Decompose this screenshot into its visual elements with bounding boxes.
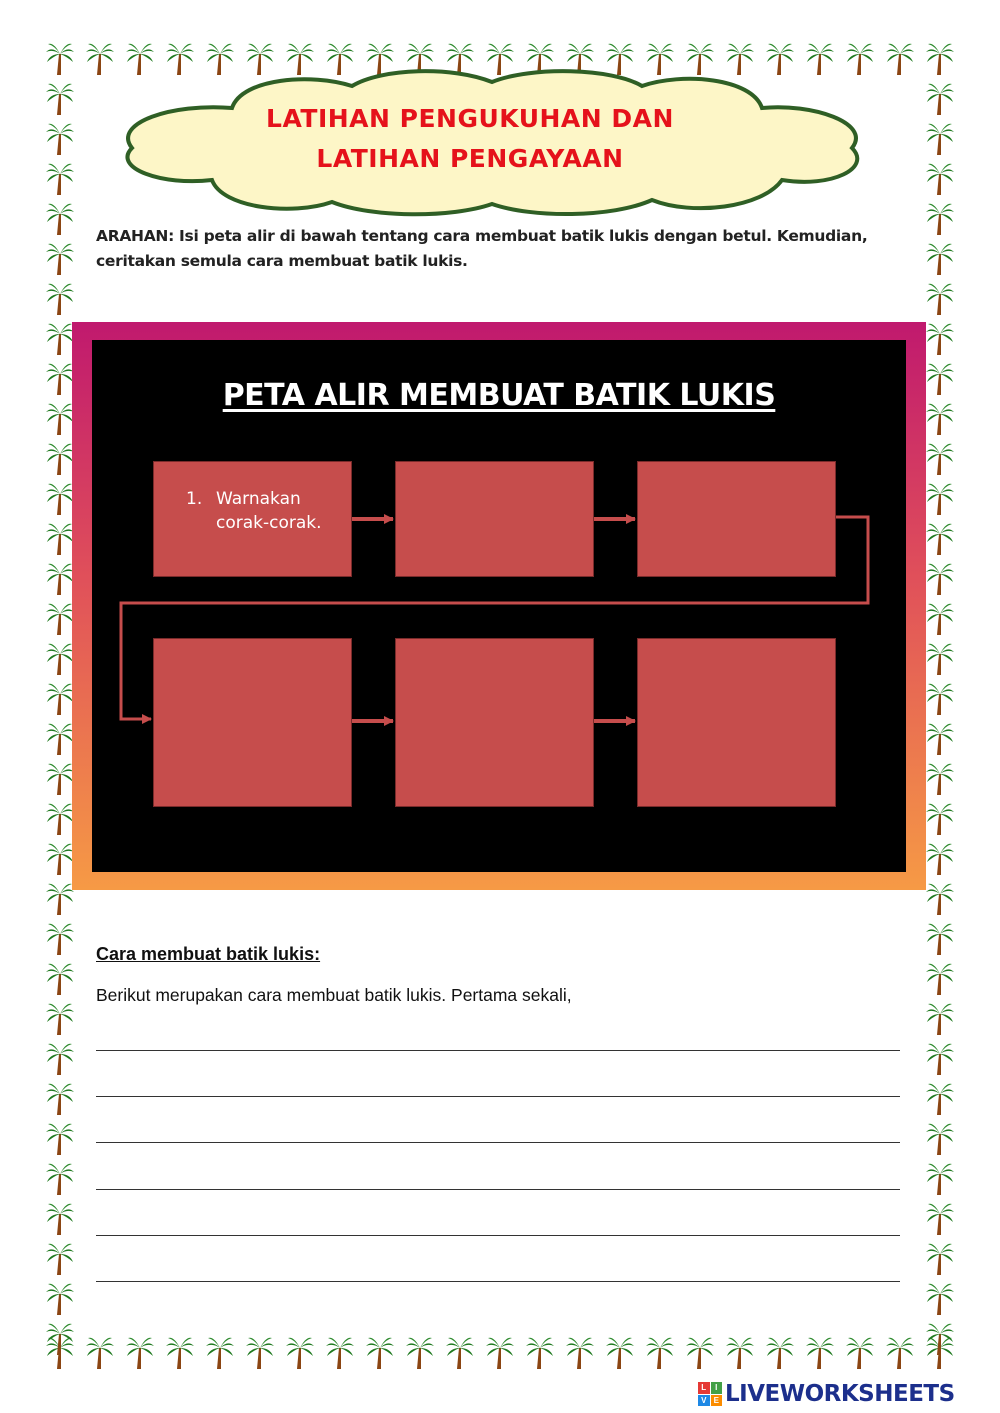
palm-tree-icon <box>686 1336 714 1370</box>
flow-step-5[interactable] <box>395 638 594 807</box>
palm-tree-icon <box>46 322 74 356</box>
palm-tree-icon <box>46 962 74 996</box>
liveworksheets-logo: L I V E <box>698 1382 722 1406</box>
palm-tree-icon <box>926 162 954 196</box>
palm-tree-icon <box>46 1082 74 1116</box>
palm-tree-icon <box>566 1336 594 1370</box>
palm-tree-icon <box>486 1336 514 1370</box>
palm-tree-icon <box>46 682 74 716</box>
palm-tree-icon <box>446 1336 474 1370</box>
palm-tree-icon <box>926 322 954 356</box>
palm-tree-icon <box>46 362 74 396</box>
palm-tree-icon <box>926 122 954 156</box>
palm-tree-icon <box>126 1336 154 1370</box>
palm-tree-icon <box>46 922 74 956</box>
palm-tree-icon <box>766 1336 794 1370</box>
palm-tree-icon <box>926 602 954 636</box>
palm-tree-icon <box>926 682 954 716</box>
answer-line-4[interactable] <box>96 1189 900 1190</box>
palm-tree-icon <box>926 82 954 116</box>
palm-tree-icon <box>926 1042 954 1076</box>
palm-tree-icon <box>926 762 954 796</box>
title-cloud-shape <box>112 68 876 218</box>
intro-sentence: Berikut merupakan cara membuat batik lukis. Pertama sekali, <box>96 985 572 1005</box>
palm-tree-icon <box>246 1336 274 1370</box>
palm-tree-icon <box>206 1336 234 1370</box>
flow-step-3[interactable] <box>637 461 836 577</box>
palm-tree-icon <box>46 602 74 636</box>
palm-tree-icon <box>46 1322 74 1356</box>
palm-tree-icon <box>166 1336 194 1370</box>
palm-tree-icon <box>526 1336 554 1370</box>
palm-tree-icon <box>926 482 954 516</box>
title-line-1: LATIHAN PENGUKUHAN DAN <box>266 104 674 133</box>
flow-step-4[interactable] <box>153 638 352 807</box>
palm-tree-icon <box>926 962 954 996</box>
palm-tree-icon <box>46 1162 74 1196</box>
palm-tree-icon <box>886 42 914 76</box>
answer-line-5[interactable] <box>96 1235 900 1236</box>
palm-tree-icon <box>926 562 954 596</box>
palm-tree-icon <box>926 402 954 436</box>
palm-tree-icon <box>406 1336 434 1370</box>
palm-tree-icon <box>926 522 954 556</box>
palm-tree-icon <box>646 1336 674 1370</box>
palm-tree-icon <box>926 442 954 476</box>
palm-tree-icon <box>46 762 74 796</box>
palm-tree-icon <box>46 1042 74 1076</box>
answer-line-3[interactable] <box>96 1142 900 1143</box>
palm-tree-icon <box>926 922 954 956</box>
palm-tree-icon <box>926 1122 954 1156</box>
palm-tree-icon <box>46 642 74 676</box>
palm-tree-icon <box>46 1122 74 1156</box>
palm-tree-icon <box>926 242 954 276</box>
palm-tree-icon <box>46 282 74 316</box>
palm-tree-icon <box>606 1336 634 1370</box>
palm-tree-icon <box>46 522 74 556</box>
palm-tree-icon <box>366 1336 394 1370</box>
palm-tree-icon <box>46 442 74 476</box>
palm-tree-icon <box>46 482 74 516</box>
palm-tree-icon <box>926 642 954 676</box>
palm-tree-icon <box>326 1336 354 1370</box>
step-1-number: 1. <box>186 489 203 509</box>
liveworksheets-watermark <box>698 1381 955 1407</box>
palm-tree-icon <box>86 42 114 76</box>
section-heading: Cara membuat batik lukis: <box>96 944 321 964</box>
palm-tree-icon <box>46 1202 74 1236</box>
flow-step-6[interactable] <box>637 638 836 807</box>
palm-tree-icon <box>46 42 74 76</box>
palm-tree-icon <box>46 122 74 156</box>
palm-tree-icon <box>926 362 954 396</box>
palm-tree-icon <box>926 1082 954 1116</box>
palm-tree-icon <box>46 242 74 276</box>
palm-tree-icon <box>46 1282 74 1316</box>
palm-tree-icon <box>46 842 74 876</box>
flowchart-title: PETA ALIR MEMBUAT BATIK LUKIS <box>222 378 776 413</box>
palm-tree-icon <box>46 882 74 916</box>
palm-tree-icon <box>46 802 74 836</box>
palm-tree-icon <box>46 1002 74 1036</box>
palm-tree-icon <box>46 162 74 196</box>
palm-tree-icon <box>886 1336 914 1370</box>
answer-line-6[interactable] <box>96 1281 900 1282</box>
palm-tree-icon <box>926 1162 954 1196</box>
palm-tree-icon <box>86 1336 114 1370</box>
palm-tree-icon <box>926 802 954 836</box>
palm-tree-icon <box>926 1002 954 1036</box>
palm-tree-icon <box>926 202 954 236</box>
flow-step-2[interactable] <box>395 461 594 577</box>
step-1-text-line-1: Warnakan <box>216 489 301 509</box>
palm-tree-icon <box>926 722 954 756</box>
instruction-text: ARAHAN: Isi peta alir di bawah tentang cara membuat batik lukis dengan betul. Kemudian, ceritakan semula cara membuat batik lukis. <box>96 227 868 270</box>
title-line-2: LATIHAN PENGAYAAN <box>316 144 624 173</box>
palm-tree-icon <box>46 562 74 596</box>
palm-tree-icon <box>926 1322 954 1356</box>
step-1-text-line-2: corak-corak. <box>216 513 322 533</box>
answer-line-2[interactable] <box>96 1096 900 1097</box>
palm-tree-icon <box>46 1242 74 1276</box>
palm-tree-icon <box>926 282 954 316</box>
palm-tree-icon <box>46 82 74 116</box>
palm-tree-icon <box>926 842 954 876</box>
palm-tree-icon <box>46 402 74 436</box>
palm-tree-icon <box>46 202 74 236</box>
palm-tree-icon <box>286 1336 314 1370</box>
palm-tree-icon <box>926 1282 954 1316</box>
palm-tree-icon <box>726 1336 754 1370</box>
watermark-text: LIVEWORKSHEETS <box>725 1381 955 1407</box>
palm-tree-icon <box>806 1336 834 1370</box>
palm-tree-icon <box>926 42 954 76</box>
palm-tree-icon <box>846 1336 874 1370</box>
palm-tree-icon <box>46 722 74 756</box>
palm-tree-icon <box>926 882 954 916</box>
answer-line-1[interactable] <box>96 1050 900 1051</box>
palm-tree-icon <box>926 1202 954 1236</box>
palm-tree-icon <box>926 1242 954 1276</box>
